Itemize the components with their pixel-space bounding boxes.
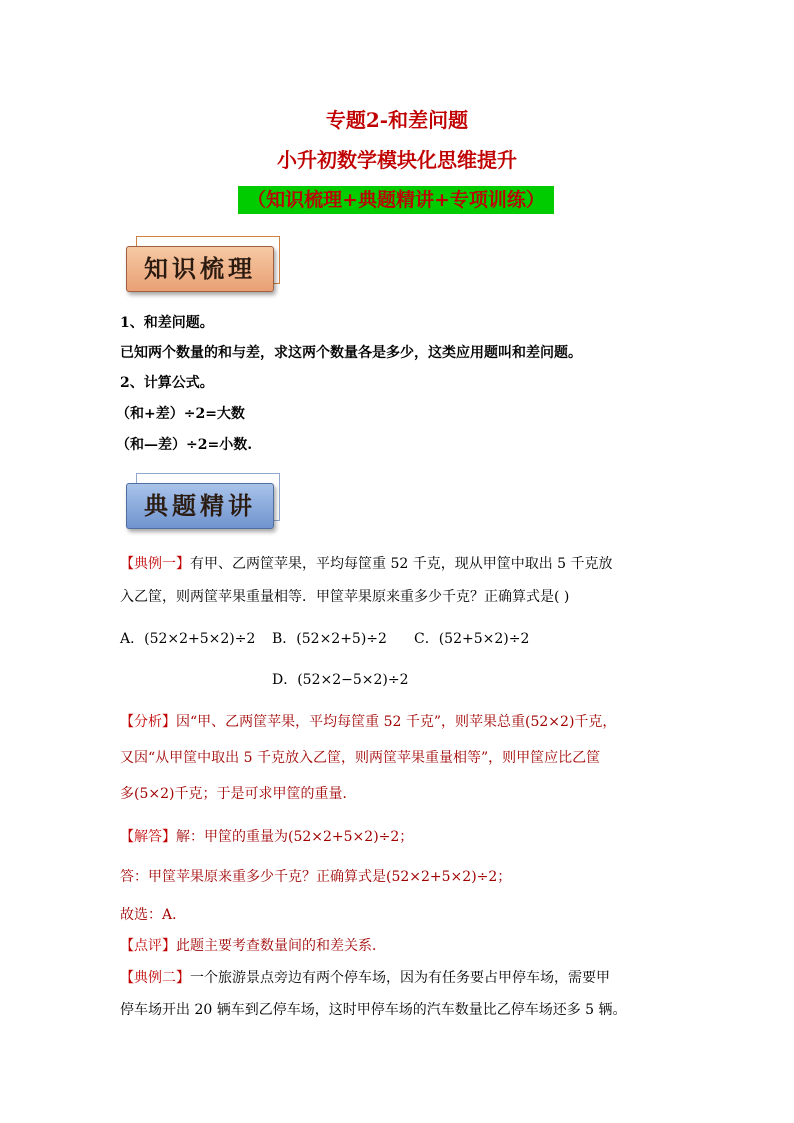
answer-text-3: 故选：A． xyxy=(120,907,187,923)
answer-text-2: 答：甲筐苹果原来重多少千克？正确算式是(52×2+5×2)÷2； xyxy=(120,869,512,885)
example2-line1 xyxy=(120,967,610,987)
analysis-tag: 【分析】 xyxy=(120,714,176,730)
analysis-text-3: 多(5×2)千克；于是可求甲筐的重量． xyxy=(120,786,357,802)
example1-tag: 【典例一】 xyxy=(120,556,190,572)
option-c: C．(52+5×2)÷2 xyxy=(414,631,530,647)
comment-line xyxy=(120,935,386,955)
analysis-text-2: 又因“从甲筐中取出 5 千克放入乙筐，则两筐苹果重量相等”，则甲筐应比乙筐 xyxy=(120,750,601,766)
analysis-line1 xyxy=(120,711,616,731)
answer-tag: 【解答】 xyxy=(120,829,176,845)
subtitle-banner: （知识梳理+典题精讲+专项训练） xyxy=(238,186,554,214)
formula-large: （和+差）÷2=大数 xyxy=(116,406,245,422)
example2-question-2: 停车场开出 20 辆车到乙停车场，这时甲停车场的汽车数量比乙停车场还多 5 辆。 xyxy=(120,1002,627,1018)
document-subtitle: 小升初数学模块化思维提升 xyxy=(277,148,517,172)
example2-question-1: 一个旅游景点旁边有两个停车场，因为有任务要占甲停车场，需要甲 xyxy=(190,970,610,986)
option-b: B．(52×2+5)÷2 xyxy=(272,631,387,647)
knowledge-definition: 已知两个数量的和与差，求这两个数量各是多少，这类应用题叫和差问题。 xyxy=(120,345,582,361)
section-heading-examples: 典题精讲 xyxy=(126,483,274,529)
section-heading-knowledge: 知识梳理 xyxy=(126,246,274,292)
answer-text-1: 解：甲筐的重量为(52×2+5×2)÷2； xyxy=(176,829,414,845)
example2-tag: 【典例二】 xyxy=(120,970,190,986)
comment-text: 此题主要考查数量间的和差关系． xyxy=(176,938,386,954)
answer-line1 xyxy=(120,826,413,846)
knowledge-item-1: 1、和差问题。 xyxy=(120,315,214,331)
option-d: D．(52×2−5×2)÷2 xyxy=(272,672,409,688)
formula-small: （和—差）÷2=小数. xyxy=(116,437,253,453)
document-title: 专题2-和差问题 xyxy=(325,108,469,132)
analysis-text-1: 因“甲、乙两筐苹果，平均每筐重 52 千克”，则苹果总重(52×2)千克， xyxy=(176,714,617,730)
example1-question-1: 有甲、乙两筐苹果，平均每筐重 52 千克，现从甲筐中取出 5 千克放 xyxy=(190,556,613,572)
comment-tag: 【点评】 xyxy=(120,938,176,954)
option-a: A．(52×2+5×2)÷2 xyxy=(120,631,256,647)
example1-line1 xyxy=(120,553,613,573)
knowledge-item-2: 2、计算公式。 xyxy=(120,375,214,391)
example1-question-2: 入乙筐，则两筐苹果重量相等．甲筐苹果原来重多少千克？正确算式是( ) xyxy=(120,589,570,605)
